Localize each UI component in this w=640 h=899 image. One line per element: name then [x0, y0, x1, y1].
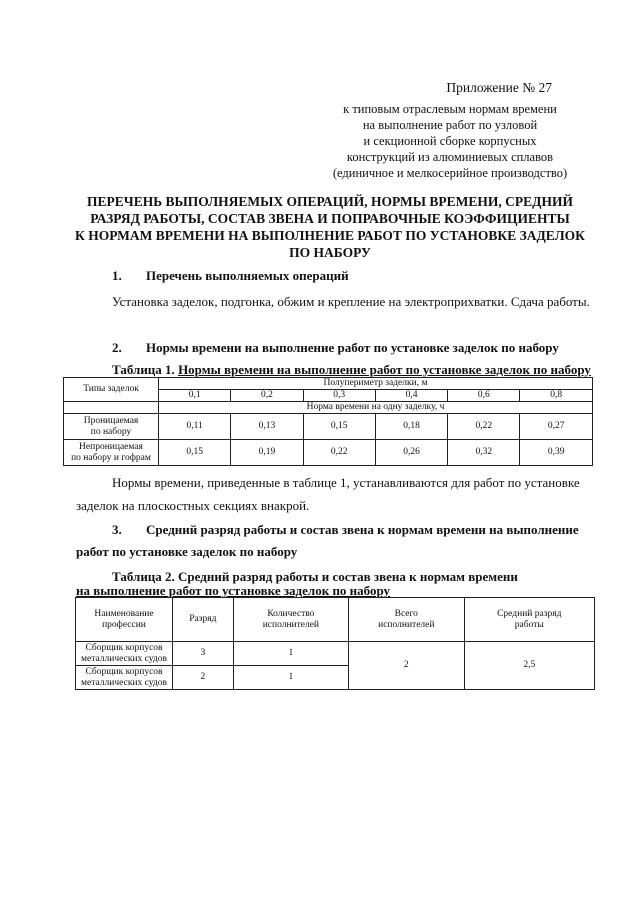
subtitle-line: конструкций из алюминиевых сплавов — [346, 150, 554, 164]
row-type-line: по набору — [90, 426, 132, 437]
value-cell: 0,32 — [448, 440, 520, 466]
section-number: 1. — [112, 268, 122, 283]
section-title: Средний разряд работы и состав звена к нормам времени на выполнение — [146, 522, 579, 537]
note-line: заделок на плоскостных секциях внакрой. — [76, 498, 310, 513]
header-line: работы — [514, 619, 544, 630]
count-cell: 1 — [233, 666, 348, 690]
header-line: исполнителей — [262, 619, 320, 630]
appendix-subtitle — [300, 101, 600, 181]
table-2-caption-cont: на выполнение работ по установке заделок по набору — [76, 583, 391, 598]
value-cell: 0,22 — [303, 440, 375, 466]
value-cell: 0,13 — [231, 414, 303, 440]
section-1-text: Установка заделок, подгонка, обжим и крепление на электроприхватки. Сдача работы. — [112, 294, 590, 309]
grade-cell: 2 — [173, 666, 234, 690]
value-cell: 0,39 — [520, 440, 593, 466]
header-line: Наименование — [94, 608, 154, 619]
subtitle-line: к типовым отраслевым нормам времени — [343, 102, 557, 116]
value-cell: 0,19 — [231, 440, 303, 466]
title-line: ПЕРЕЧЕНЬ ВЫПОЛНЯЕМЫХ ОПЕРАЦИЙ, НОРМЫ ВРЕМЕНИ, СРЕДНИЙ — [87, 194, 573, 209]
table-row — [76, 642, 595, 666]
section-3-heading-cont: работ по установке заделок по набору — [76, 544, 298, 559]
size-header: 0,8 — [520, 390, 593, 402]
profession-line: Сборщик корпусов — [85, 642, 163, 653]
size-header: 0,2 — [231, 390, 303, 402]
value-cell: 0,22 — [448, 414, 520, 440]
row-type-line: Непроницаемая — [79, 441, 143, 452]
note-line: Нормы времени, приведенные в таблице 1, устанавливаются для работ по установке — [112, 475, 580, 490]
size-header: 0,6 — [448, 390, 520, 402]
total-cell: 2 — [349, 642, 464, 690]
size-header: 0,4 — [375, 390, 447, 402]
header-line: Количество — [267, 608, 315, 619]
avg-grade-cell: 2,5 — [464, 642, 594, 690]
table-header: Норма времени на одну заделку, ч — [159, 402, 593, 414]
section-title: Нормы времени на выполнение работ по установке заделок по набору — [146, 340, 559, 355]
row-type — [64, 414, 159, 440]
profession-cell — [76, 666, 173, 690]
table-1-caption — [112, 362, 591, 378]
norms-table — [63, 377, 593, 466]
crew-table — [75, 597, 595, 690]
size-header: 0,3 — [303, 390, 375, 402]
size-header: 0,1 — [159, 390, 231, 402]
table-header — [464, 598, 594, 642]
header-line: исполнителей — [378, 619, 435, 630]
section-3-heading — [112, 522, 579, 538]
table-header: Типы заделок — [64, 378, 159, 402]
profession-line: металлических судов — [81, 653, 167, 664]
table-row — [64, 414, 593, 440]
table-header: Разряд — [173, 598, 234, 642]
row-type-line: по набору и гофрам — [71, 452, 151, 463]
value-cell: 0,15 — [303, 414, 375, 440]
value-cell: 0,18 — [375, 414, 447, 440]
empty-cell — [64, 402, 159, 414]
subtitle-line: (единичное и мелкосерийное производство) — [332, 166, 568, 180]
section-number: 2. — [112, 340, 122, 355]
value-cell: 0,11 — [159, 414, 231, 440]
section-title: Перечень выполняемых операций — [146, 268, 349, 283]
count-cell: 1 — [233, 642, 348, 666]
section-2-heading — [112, 340, 559, 356]
row-type — [64, 440, 159, 466]
table-header — [349, 598, 464, 642]
profession-line: металлических судов — [81, 677, 167, 688]
title-line: ПО НАБОРУ — [289, 245, 371, 260]
table-row — [64, 440, 593, 466]
grade-cell: 3 — [173, 642, 234, 666]
title-line: РАЗРЯД РАБОТЫ, СОСТАВ ЗВЕНА И ПОПРАВОЧНЫЕ КОЭФФИЦИЕНТЫ — [90, 211, 570, 226]
profession-cell — [76, 642, 173, 666]
table-header — [76, 598, 173, 642]
header-line: профессии — [102, 619, 146, 630]
value-cell: 0,27 — [520, 414, 593, 440]
value-cell: 0,15 — [159, 440, 231, 466]
page-title — [60, 193, 600, 261]
table-2-caption: Таблица 2. Средний разряд работы и состав звена к нормам времени — [112, 569, 518, 584]
value-cell: 0,26 — [375, 440, 447, 466]
section-1-heading — [112, 268, 349, 284]
profession-line: Сборщик корпусов — [85, 666, 163, 677]
subtitle-line: на выполнение работ по узловой — [362, 118, 538, 132]
row-type-line: Проницаемая — [83, 415, 139, 426]
appendix-label: Приложение № 27 — [446, 80, 552, 95]
caption-prefix: Таблица 1. — [112, 362, 175, 377]
caption-text: Нормы времени на выполнение работ по установке заделок по набору — [178, 362, 591, 377]
header-line: Средний разряд — [497, 608, 562, 619]
title-line: К НОРМАМ ВРЕМЕНИ НА ВЫПОЛНЕНИЕ РАБОТ ПО УСТАНОВКЕ ЗАДЕЛОК — [75, 228, 585, 243]
section-number: 3. — [112, 522, 122, 537]
table-header — [233, 598, 348, 642]
table-header: Полупериметр заделки, м — [159, 378, 593, 390]
subtitle-line: и секционной сборке корпусных — [363, 134, 537, 148]
header-line: Всего — [394, 608, 418, 619]
